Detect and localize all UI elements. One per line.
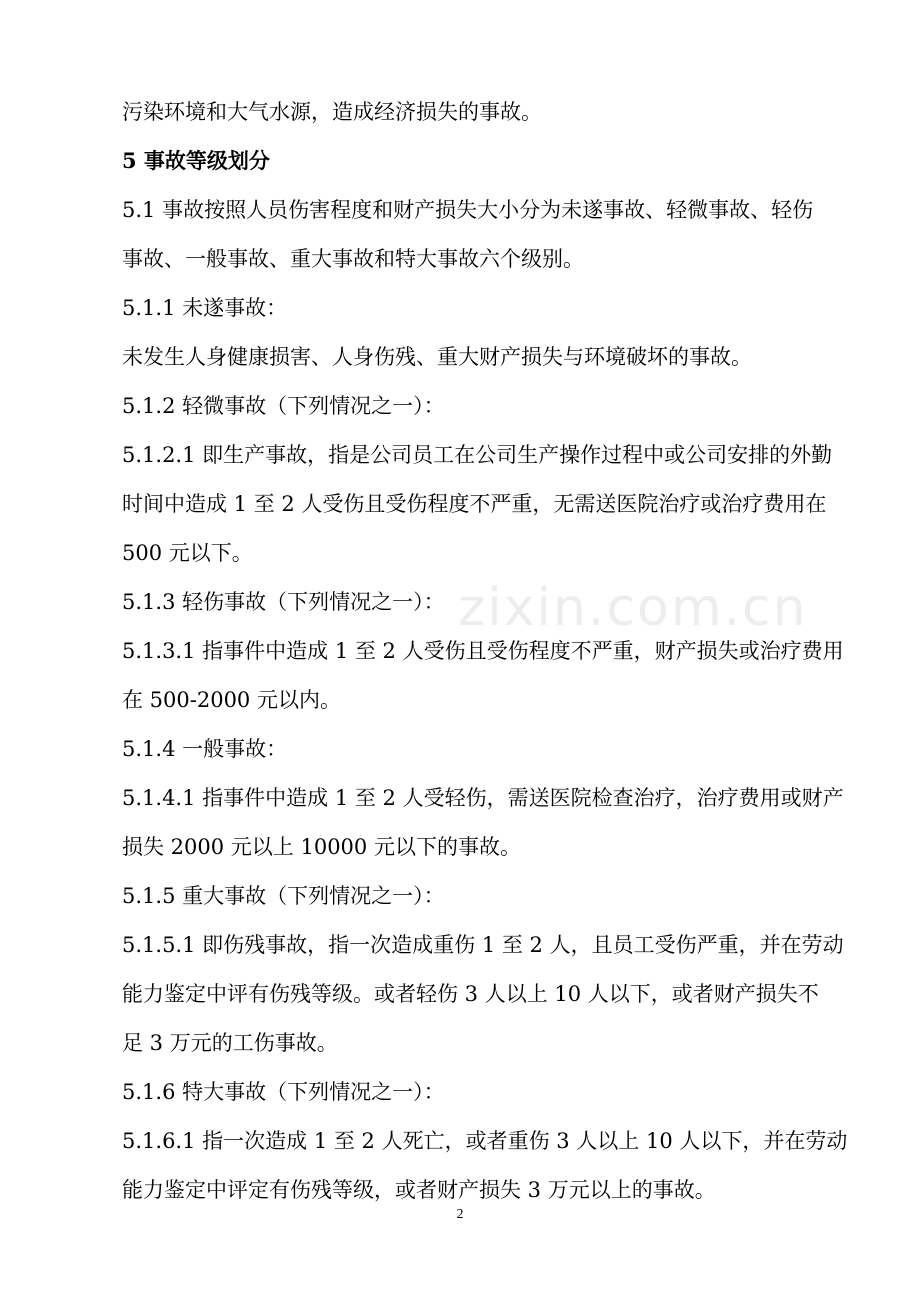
subsection-heading: 5.1.4 一般事故： — [122, 737, 288, 761]
subsection-heading: 5.1.1 未遂事故： — [122, 296, 288, 320]
paragraph-line: 500 元以下。 — [122, 541, 253, 565]
paragraph-line: 事故、一般事故、重大事故和特大事故六个级别。 — [122, 247, 584, 271]
paragraph-line: 时间中造成 1 至 2 人受伤且受伤程度不严重，无需送医院治疗或治疗费用在 — [122, 492, 827, 516]
watermark: zixin.com.cn — [458, 578, 808, 638]
paragraph-line: 5.1.6.1 指一次造成 1 至 2 人死亡，或者重伤 3 人以上 10 人以下，并在劳动 — [122, 1129, 848, 1153]
paragraph-line: 在 500-2000 元以内。 — [122, 688, 341, 712]
paragraph-line: 足 3 万元的工伤事故。 — [122, 1031, 338, 1055]
subsection-heading: 5.1.3 轻伤事故（下列情况之一）： — [122, 590, 445, 614]
page-number: 2 — [456, 1207, 464, 1222]
paragraph-line: 5.1.2.1 即生产事故，指是公司员工在公司生产操作过程中或公司安排的外勤 — [122, 443, 833, 467]
paragraph-line: 5.1 事故按照人员伤害程度和财产损失大小分为未遂事故、轻微事故、轻伤 — [122, 198, 814, 222]
subsection-heading: 5.1.2 轻微事故（下列情况之一）： — [122, 394, 445, 418]
section-heading: 5 事故等级划分 — [122, 148, 270, 173]
paragraph-line: 污染环境和大气水源，造成经济损失的事故。 — [122, 100, 542, 124]
paragraph-line: 能力鉴定中评定有伤残等级，或者财产损失 3 万元以上的事故。 — [122, 1178, 716, 1202]
paragraph-line: 未发生人身健康损害、人身伤残、重大财产损失与环境破坏的事故。 — [122, 345, 752, 369]
paragraph-line: 5.1.5.1 即伤残事故，指一次造成重伤 1 至 2 人，且员工受伤严重，并在劳动 — [122, 933, 844, 957]
paragraph-line: 能力鉴定中评有伤残等级。或者轻伤 3 人以上 10 人以下，或者财产损失不 — [122, 982, 819, 1006]
paragraph-line: 5.1.3.1 指事件中造成 1 至 2 人受伤且受伤程度不严重，财产损失或治疗费用 — [122, 639, 844, 663]
paragraph-line: 损失 2000 元以上 10000 元以下的事故。 — [122, 835, 521, 859]
paragraph-line: 5.1.4.1 指事件中造成 1 至 2 人受轻伤，需送医院检查治疗，治疗费用或财产 — [122, 786, 844, 810]
subsection-heading: 5.1.5 重大事故（下列情况之一）： — [122, 884, 445, 908]
subsection-heading: 5.1.6 特大事故（下列情况之一）： — [122, 1080, 445, 1104]
